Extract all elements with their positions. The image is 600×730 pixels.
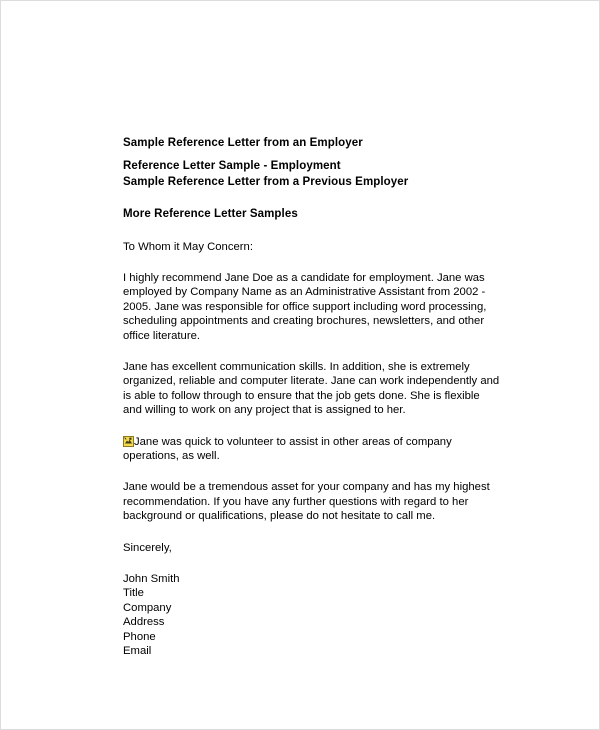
letter-body — [123, 135, 501, 658]
signature-name: John Smith — [123, 573, 180, 585]
signature-company: Company — [123, 601, 172, 614]
letter-paragraph-4: Jane would be a tremendous asset for your company and has my highest recommendation. If you have any further questions with regard to her background or qualifications, please do not hesitate to call me. — [123, 481, 490, 523]
heading-more-samples: More Reference Letter Samples — [123, 207, 298, 220]
heading-secondary-group — [123, 158, 501, 191]
letter-sign-off: Sincerely, — [123, 541, 172, 554]
heading-primary: Sample Reference Letter from an Employer — [123, 137, 363, 149]
heading-secondary: Reference Letter Sample - Employment — [123, 159, 341, 172]
broken-image-icon — [123, 436, 134, 447]
letter-paragraph-2: Jane has excellent communication skills. In addition, she is extremely organized, reliable and computer literate. Jane can work independently and is able to follow through to ensure that the job gets done. She is flexible and willing to work on any project that is assigned to her. — [123, 360, 500, 417]
heading-block — [123, 135, 501, 191]
signature-block — [123, 572, 501, 658]
letter-paragraph-1: I highly recommend Jane Doe as a candidate for employment. Jane was employed by Company Name as an Administrative Assistant from 2002 - 2005. Jane was responsible for office support including word processing, scheduling appointments and creating brochures, newsletters, and other office literature. — [123, 271, 487, 342]
heading-tertiary: Sample Reference Letter from a Previous Employer — [123, 176, 409, 188]
signature-title: Title — [123, 587, 144, 600]
letter-paragraph-3: Jane was quick to volunteer to assist in other areas of company operations, as well. — [123, 435, 452, 462]
signature-email: Email — [123, 645, 152, 658]
signature-phone: Phone — [123, 630, 156, 643]
signature-address: Address — [123, 616, 165, 629]
letter-paragraph-3-wrapper — [123, 435, 501, 464]
letter-salutation: To Whom it May Concern: — [123, 240, 253, 253]
